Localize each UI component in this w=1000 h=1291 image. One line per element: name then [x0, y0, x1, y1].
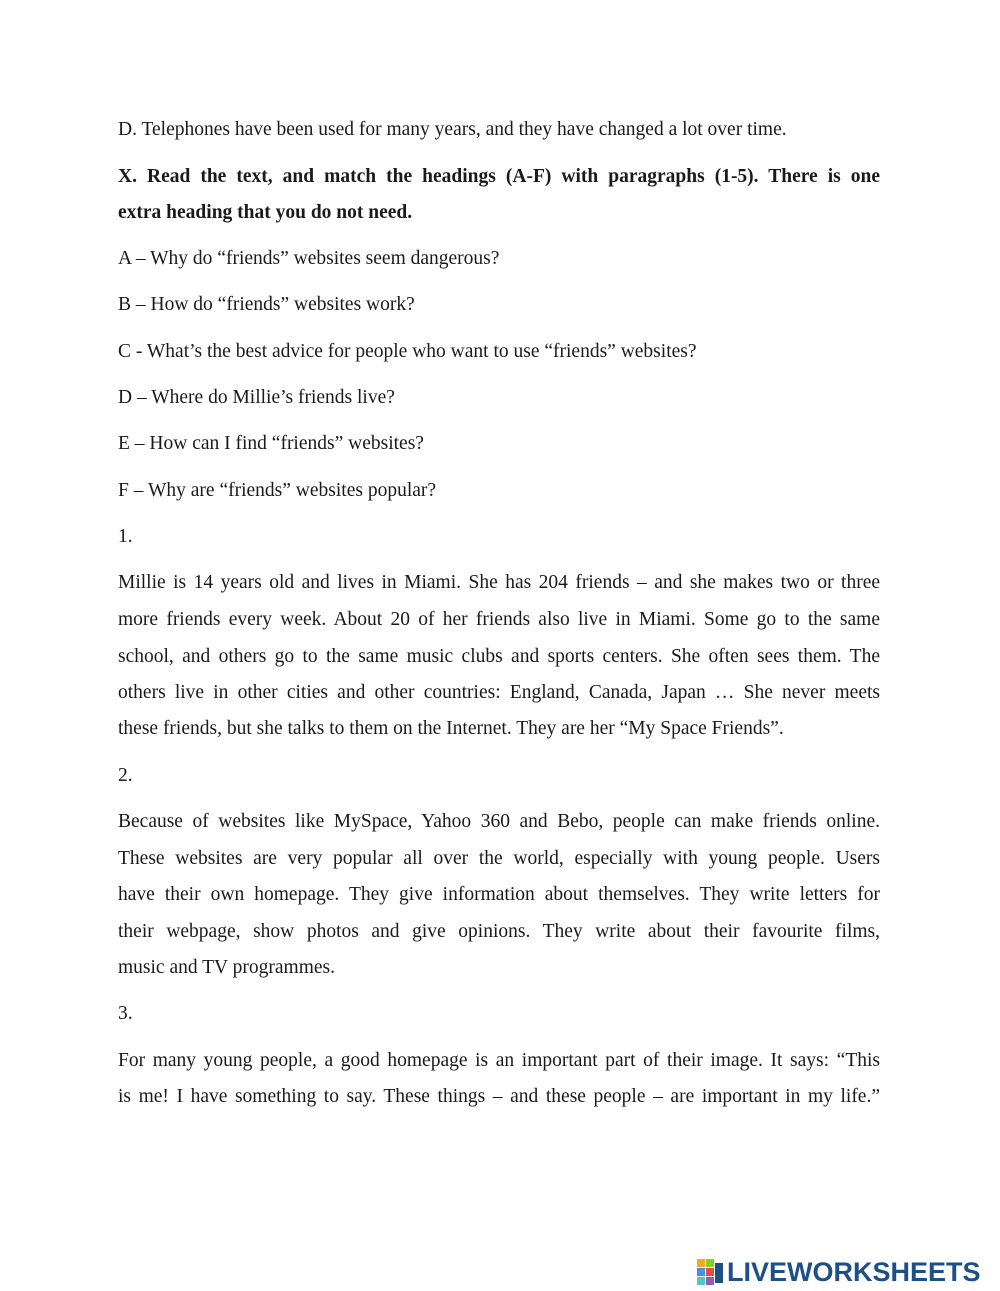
- heading-option-c: C - What’s the best advice for people who want to use “friends” websites?: [118, 341, 697, 362]
- paragraph-2-line: Because of websites like MySpace, Yahoo 360 and Bebo, people can make friends online.: [118, 811, 880, 832]
- paragraph-3-line: is me! I have something to say. These things – and these people – are important in my life.”: [118, 1086, 880, 1107]
- liveworksheets-wordmark: LIVEWORKSHEETS: [727, 1257, 981, 1287]
- paragraph-1-line: these friends, but she talks to them on the Internet. They are her “My Space Friends”.: [118, 718, 784, 739]
- paragraph-number-2: 2.: [118, 765, 133, 786]
- heading-option-d: D – Where do Millie’s friends live?: [118, 387, 395, 408]
- heading-option-b: B – How do “friends” websites work?: [118, 294, 415, 315]
- paragraph-2-line: have their own homepage. They give information about themselves. They write letters for: [118, 884, 880, 905]
- heading-option-a: A – Why do “friends” websites seem dangerous?: [118, 248, 500, 269]
- paragraph-2-line: music and TV programmes.: [118, 957, 335, 978]
- heading-option-e: E – How can I find “friends” websites?: [118, 433, 424, 454]
- liveworksheets-watermark: [697, 1258, 981, 1286]
- instruction-line-1: X. Read the text, and match the headings (A-F) with paragraphs (1-5). There is one: [118, 166, 880, 187]
- paragraph-number-1: 1.: [118, 526, 133, 547]
- instruction-line-2: extra heading that you do not need.: [118, 202, 413, 223]
- heading-option-f: F – Why are “friends” websites popular?: [118, 480, 437, 501]
- paragraph-1-line: more friends every week. About 20 of her friends also live in Miami. Some go to the same: [118, 609, 880, 630]
- paragraph-3-line: For many young people, a good homepage is an important part of their image. It says: “This: [118, 1050, 880, 1071]
- paragraph-2-line: their webpage, show photos and give opinions. They write about their favourite films,: [118, 921, 880, 942]
- paragraph-1-line: school, and others go to the same music clubs and sports centers. She often sees them. The: [118, 646, 880, 667]
- paragraph-2-line: These websites are very popular all over the world, especially with young people. Users: [118, 848, 880, 869]
- liveworksheets-logo-icon: [697, 1259, 725, 1285]
- paragraph-1-line: others live in other cities and other countries: England, Canada, Japan … She never meets: [118, 682, 880, 703]
- paragraph-1-line: Millie is 14 years old and lives in Miami. She has 204 friends – and she makes two or three: [118, 572, 880, 593]
- paragraph-number-3: 3.: [118, 1003, 133, 1024]
- statement-d: D. Telephones have been used for many years, and they have changed a lot over time.: [118, 119, 787, 140]
